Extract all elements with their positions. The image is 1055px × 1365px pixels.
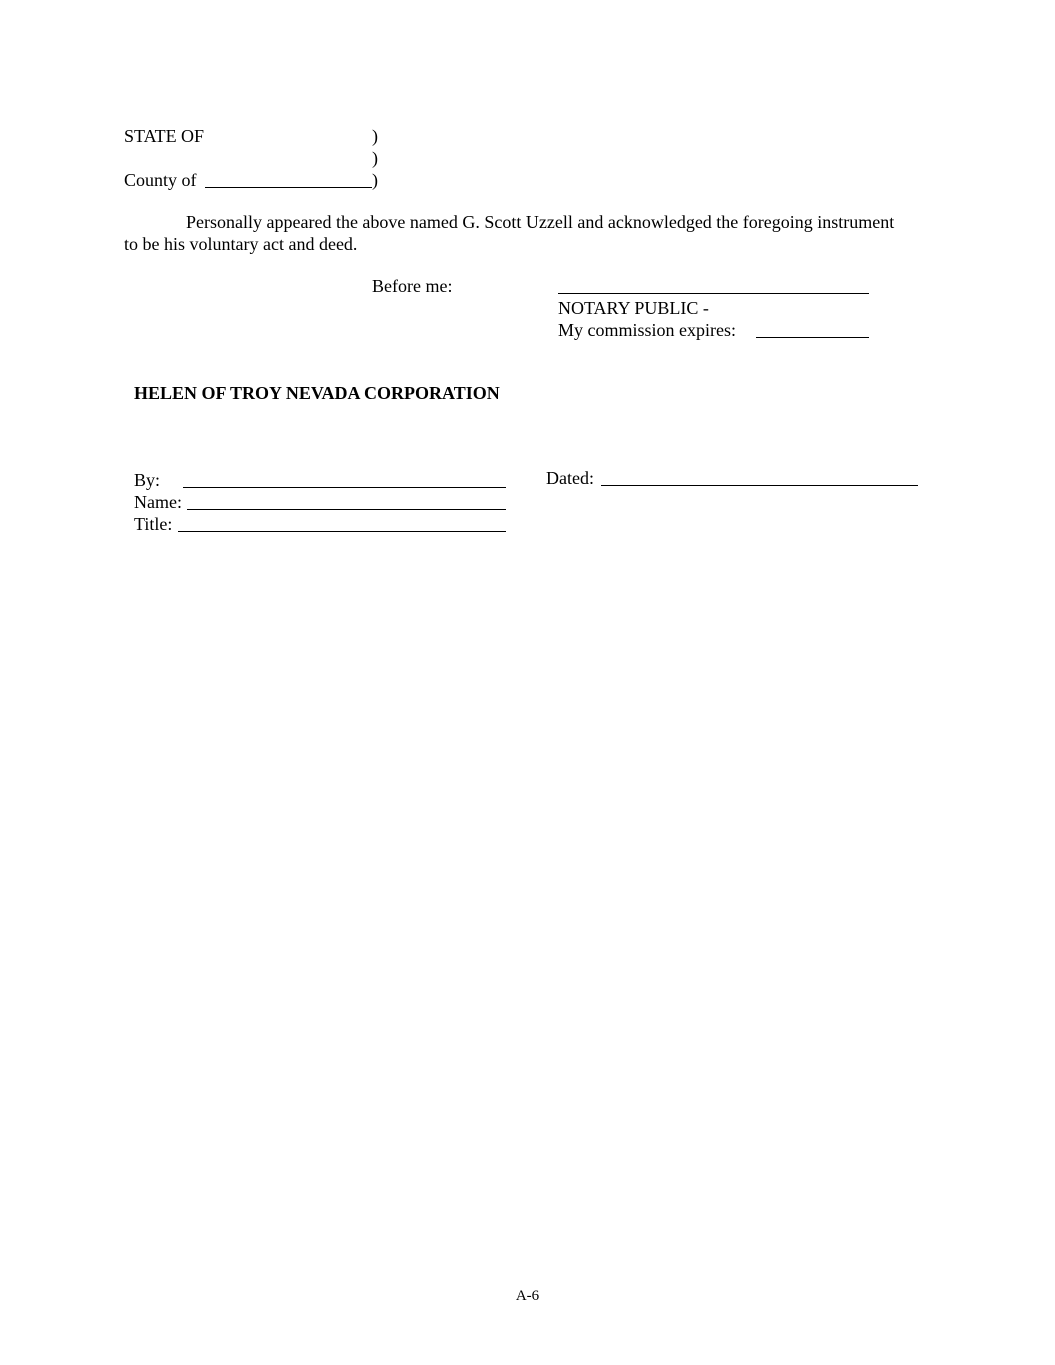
notary-signature-line[interactable] [558,293,869,294]
county-blank-line[interactable] [205,187,372,188]
corporation-name: HELEN OF TROY NEVADA CORPORATION [134,383,500,403]
acknowledgment-text-line-1: Personally appeared the above named G. Scott Uzzell and acknowledged the foregoing instrument [186,212,895,232]
title-label: Title: [134,514,173,534]
commission-expires-label: My commission expires: [558,320,736,340]
name-line[interactable] [187,509,506,510]
title-line[interactable] [178,531,506,532]
commission-expires-line[interactable] [756,337,869,338]
county-label: County of [124,170,197,190]
name-label: Name: [134,492,182,512]
venue-paren: ) [372,126,378,146]
acknowledgment-text-line-2: to be his voluntary act and deed. [124,234,358,254]
notary-public-label: NOTARY PUBLIC - [558,298,709,318]
before-me-label: Before me: [372,276,453,296]
by-label: By: [134,470,161,490]
dated-line[interactable] [601,485,918,486]
venue-paren: ) [372,148,378,168]
dated-label: Dated: [546,468,594,488]
state-label: STATE OF [124,126,205,146]
by-signature-line[interactable] [183,487,506,488]
page-number: A-6 [515,1288,540,1304]
venue-paren: ) [372,170,378,190]
